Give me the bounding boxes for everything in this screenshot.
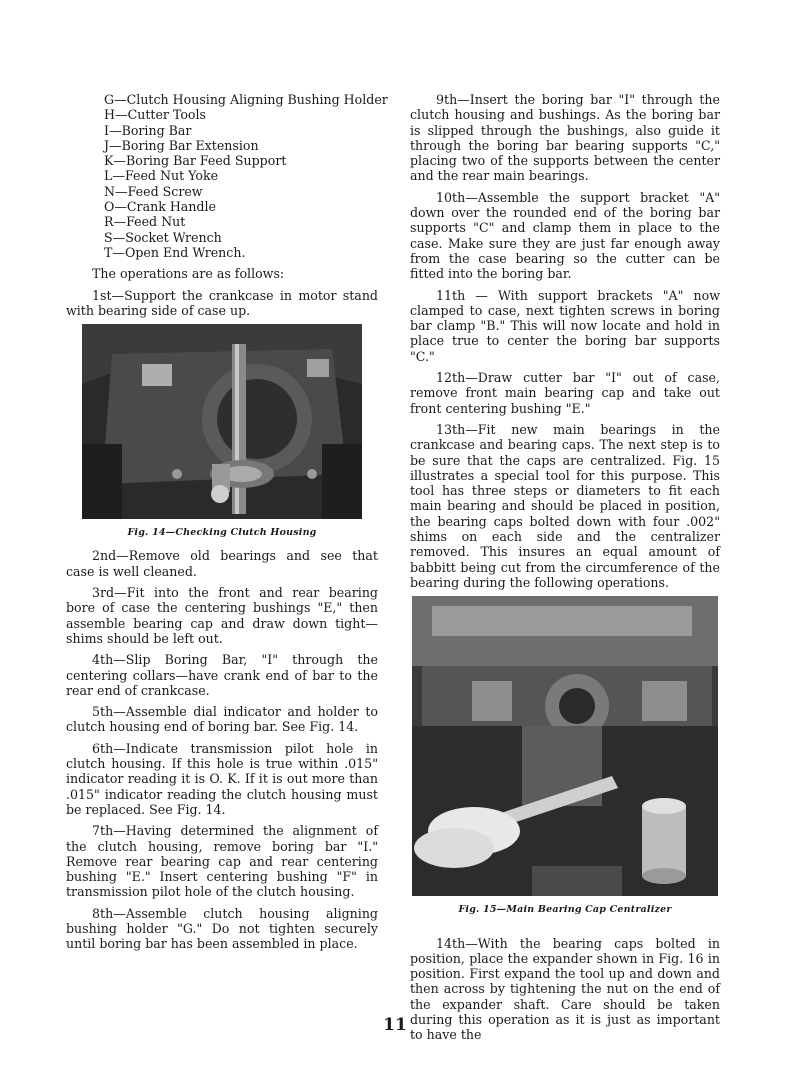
legend-item: J—Boring Bar Extension [104,137,259,153]
legend-item: T—Open End Wrench. [104,244,246,260]
legend-item: I—Boring Bar [104,122,192,138]
paragraph: 12th—Draw cutter bar "I" out of case, remove front main bearing cap and take out front centering bushing "E." [410,370,720,416]
paragraph: 8th—Assemble clutch housing aligning bushing holder "G." Do not tighten securely until boring bar has been assembled in place. [66,905,378,952]
tool-legend [104,92,388,260]
left-column [66,92,388,958]
paragraph: 3rd—Fit into the front and rear bearing bore of case the centering bushings "E," then assemble bearing cap and draw down tight—shims should be left out. [66,585,378,646]
legend-item: H—Cutter Tools [104,107,206,123]
fig15-photo [412,596,718,896]
legend-item: N—Feed Screw [104,183,203,199]
paragraph: 4th—Slip Boring Bar, "I" through the centering collars—have crank end of bar to the rear end of crankcase. [66,652,378,698]
paragraph: The operations are as follows: [92,266,285,282]
page-number: 11 [383,1015,407,1035]
legend-item: K—Boring Bar Feed Support [104,153,287,169]
paragraph: 1st—Support the crankcase in motor stand with bearing side of case up. [66,287,378,318]
fig15-caption: Fig. 15—Main Bearing Cap Centralizer [458,904,672,916]
paragraph: 13th—Fit new main bearings in the crankcase and bearing caps. The next step is to be sure that the caps are centralized. Fig. 15 illustrates a special tool for this purpose. This tool has three steps or diameters to fit each main bearing and should be placed in position, the bearing caps bolted down with four .002" shims on each side and the centralizer removed. This insures an equal amount of babbitt being cut from the circumference of the bearing during the following operations. [410,421,720,590]
fig14-caption: Fig. 14—Checking Clutch Housing [127,527,317,539]
paragraph: 7th—Having determined the alignment of the clutch housing, remove boring bar "I." Remove rear bearing cap and rear centering bushing "E." Insert centering bushing "F" in transmission pilot hole of the clutch housing. [66,823,378,900]
legend-item: S—Socket Wrench [104,229,222,245]
paragraph: 14th—With the bearing caps bolted in position, place the expander shown in Fig. 16 in position. First expand the tool up and down and then across by tightening the nut on the end of the expander shaft. Care should be taken during this operation as it is just as important to have the [410,935,720,1043]
paragraph: 11th — With support brackets "A" now clamped to case, next tighten screws in boring bar clamp "B." This will now locate and hold in place true to center the boring bar supports "C." [410,287,720,364]
paragraph: 5th—Assemble dial indicator and holder to clutch housing end of boring bar. See Fig. 14. [66,704,378,735]
paragraph: 10th—Assemble the support bracket "A" down over the rounded end of the boring bar supports "C" and clamp them in place to the case. Make sure they are just far enough away from the case bearing so the cutter can be fitted into the boring bar. [410,189,720,282]
right-column [410,92,720,1049]
legend-item: O—Crank Handle [104,199,216,215]
paragraph: 2nd—Remove old bearings and see that case is well cleaned. [66,548,378,579]
legend-item: G—Clutch Housing Aligning Bushing Holder [104,92,388,107]
legend-item: L—Feed Nut Yoke [104,168,219,184]
figure-15 [410,596,720,917]
legend-item: R—Feed Nut [104,214,186,230]
paragraph: 9th—Insert the boring bar "I" through the clutch housing and bushings. As the boring bar is slipped through the bushings, also guide it through the boring bar bearing supports "C," placing two of the supports between the center and the rear main bearings. [410,92,720,184]
figure-14 [66,324,378,540]
fig14-photo [82,324,362,519]
paragraph: 6th—Indicate transmission pilot hole in clutch housing. If this hole is true within .015" indicator reading it is O. K. If it is out more than .015" indicator reading the clutch housing must be replaced. See Fig. 14. [66,740,378,817]
